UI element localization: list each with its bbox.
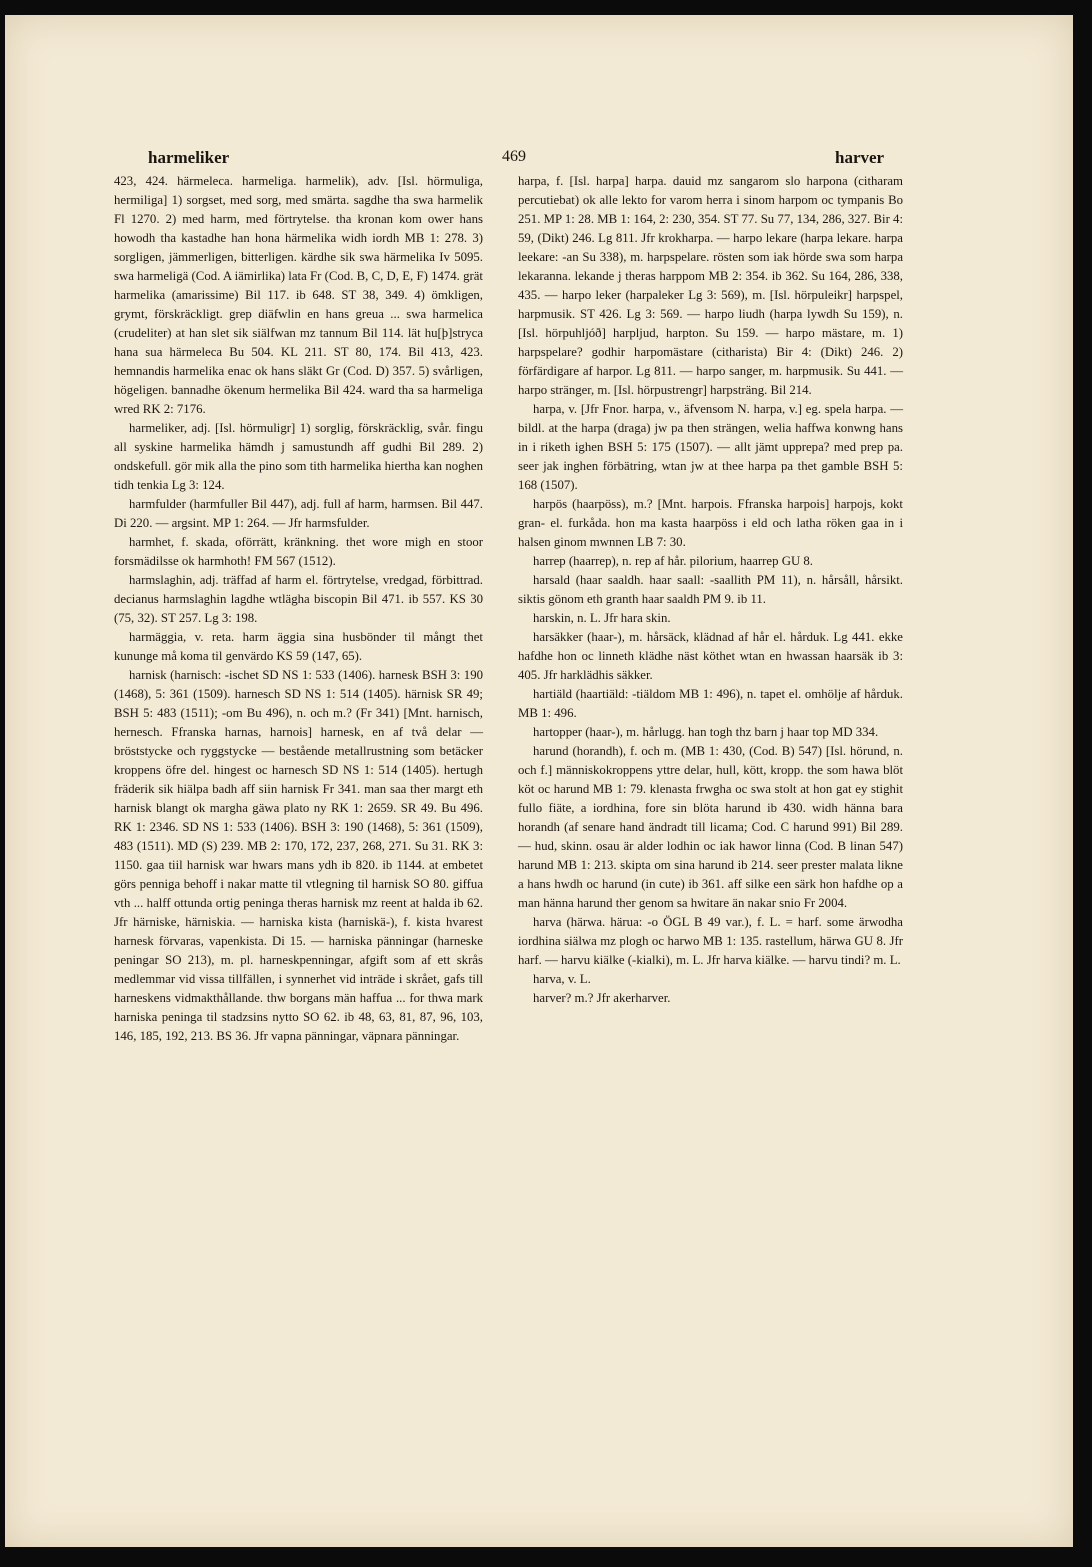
- left-column: [114, 172, 483, 1046]
- entry-harrep: harrep (haarrep), n. rep af hår. pilorium, haarrep GU 8.: [533, 554, 813, 568]
- page-number: 469: [502, 148, 526, 165]
- entry-harmfulder: harmfulder (harmfuller Bil 447), adj. full af harm, harmsen. Bil 447. Di 220. — argsint. MP 1: 264. — Jfr harmsfulder.: [114, 497, 483, 530]
- header-right-guideword: harver: [835, 148, 885, 167]
- entry-harmhet: harmhet, f. skada, oförrätt, kränkning. thet wore migh en stoor forsmädilsse ok harmhoth! FM 567 (1512).: [114, 535, 483, 568]
- entry-harmaggia: harmäggia, v. reta. harm äggia sina husbönder til mångt thet kununge må koma til genvärdo KS 59 (147, 65).: [114, 630, 483, 663]
- entry-harpos: harpös (haarpöss), m.? [Mnt. harpois. Ffranska harpois] harpojs, kokt gran- el. furkåda. hon ma kasta haarpöss i eld och latha röken gaa in i halsen ginom mwnnen LB 7: 30.: [518, 497, 903, 549]
- entry-harpa-noun: harpa, f. [Isl. harpa] harpa. dauid mz sangarom slo harpona (citharam percutiebat) ok alle lekto for varom herra i sinom harpom oc tympanis Bo 251. MP 1: 28. MB 1: 164, 2: 230, 354. ST 77. Su 77, 134, 286, 327. Bir 4: 59, (Dikt) 246. Lg 811. Jfr krokharpa. — harpo lekare (harpa lekare. harpa leekare: -an Su 338), m. harpspelare. rösten som iak hörde swa som harpa lekaranna. lekande j theras harppom MB 2: 354. ib 362. Su 164, 286, 338, 435. — harpo leker (harpaleker Lg 3: 569), m. [Isl. hörpuleikr] harpspel, harpmusik. ST 426. Lg 3: 569. — harpo liudh (harpa lywdh Su 159), n. [Isl. hörpuhljóð] harpljud, harpton. Su 159. — harpo mästare, m. 1) harpspelare? godhir harpomästare (citharista) Bir 4: (Dikt) 246. 2) förfärdigare af harpor. Lg 811. — harpo sanger, m. harpmusik. Su 441. — harpo stränger, m. [Isl. hörpustrengr] harpsträng. Bil 214.: [518, 174, 903, 397]
- entry-harmslaghin: harmslaghin, adj. träffad af harm el. förtrytelse, vredgad, förbittrad. decianus harmslaghin lagdhe wtlägha biscopin Bil 471. ib 557. KS 30 (75, 32). ST 257. Lg 3: 198.: [114, 573, 483, 625]
- entry-harund: harund (horandh), f. och m. (MB 1: 430, (Cod. B) 547) [Isl. hörund, n. och f.] människokroppens yttre delar, hull, kött, kropp. the som hawa blöt köt oc harund MB 1: 79. klenasta frwgha oc swa stolt at hon gat ey stighit fullo fiäte, a iordhina, fore sin blöta harund ib 430. widh hänna bara horandh (af senare hand ändradt till licama; Cod. C harund 991) Bil 289. — hud, skinn. osau är alder lodhin oc iak hawor linna (Cod. B linan 547) harund MB 1: 213. skipta om sina harund ib 214. seer prester malata likne a hans hwdh oc harund (in cute) ib 361. aff silke een särk hon hafdhe op a man hänna harund ther genom sa hwitare än nakar snio Fr 2004.: [518, 744, 903, 910]
- entry-harmeleca-continued: 423, 424. härmeleca. harmeliga. harmelik), adv. [Isl. hörmuliga, hermiliga] 1) sorgset, med sorg, med smärta. sagdhe tha swa harmelik Fl 1270. 2) med harm, med förtrytelse. tha kronan kom ower hans howodh tha kastadhe han hona härmelika widh iordh MB 1: 278. 3) sorgligen, jämmerligen, bitterligen. kärdhe sik swa härmelika Iv 5095. swa harmeligä (Cod. A iämirlika) lata Fr (Cod. B, C, D, E, F) 1474. grät harmelika (amarissime) Bil 117. ib 648. ST 38, 349. 4) ömkligen, grymt, förskräckligt. grep diäfwlin en hans greua ... swa harmelica (crudeliter) at han slet sik siälfwan mz tannum Bil 114. lät hu[þ]stryca hana sua härmeleca Bu 504. KL 211. ST 80, 174. Bil 413, 423. hemnandis harmelika enac ok hans släkt Gr (Cod. D) 357. 5) svårligen, högeligen. bannadhe ökenum hermelika Bil 424. ward tha sa harmeliga wred RK 2: 7176.: [114, 174, 483, 416]
- entry-harnisk: harnisk (harnisch: -ischet SD NS 1: 533 (1406). harnesk BSH 3: 190 (1468), 5: 361 (1509). harnesch SD NS 1: 514 (1405). härnisk SR 49; BSH 5: 483 (1511); -om Bu 496), n. och m.? (Fr 341) [Mnt. harnisch, hernesch. Ffranska harnas, harnois] harnesk, en af två delar — bröststycke och ryggstycke — bestående metallrustning som betäcker kroppens öfre del. hingest oc harnesch SD NS 1: 514 (1405). hertugh fräderik sik hiälpa badh aff siin harnisk Fr 341. man saa ther margt eth harnisk blangt ok margha gäwa plato ny RK 1: 2659. SR 49. Bu 496. RK 1: 2346. SD NS 1: 533 (1406). BSH 3: 190 (1468), 5: 361 (1509), 483 (1511). MD (S) 239. MB 2: 170, 172, 237, 268, 271. Su 31. RK 3: 1150. gaa tiil harnisk war hwars mans ydh ib 820. ib 1144. at embetet görs penniga behoff i nakar matte til vtlegning til harnisk SO 80. giffua vth ... halff ottunda ortig peninga theras harnisk mz reent at halda ib 62. Jfr härniske, härniskia. — harniska kista (harniskä-), f. kista hvarest harnesk förvaras, vapenkista. Di 15. — harniska pänningar (harneske peningar SO 213), m. pl. harneskpenningar, afgift som af ett skrås medlemmar vid vissa tillfällen, i synnerhet vid inträde i skrået, gafs till harneskens vidmakthållande. thw borgans män haffua ... for thwa mark harniska peninga til stadzsins nytto SO 62. ib 48, 63, 81, 87, 96, 103, 146, 185, 192, 213. BS 36. Jfr vapna pänningar, väpnara pänningar.: [114, 668, 483, 1043]
- entry-harva-verb: harva, v. L.: [533, 972, 591, 986]
- entry-harmeliker: harmeliker, adj. [Isl. hörmuligr] 1) sorglig, förskräcklig, svår. fingu all syskine harmelika hämdh j samustundh aff gudhi Bil 289. 2) ondskefull. gör mik alla the pino som tith harmelika hiertha kan noghen tidh tenkia Lg 3: 124.: [114, 421, 483, 492]
- header-left-guideword: harmeliker: [148, 148, 230, 167]
- entry-hartiald: hartiäld (haartiäld: -tiäldom MB 1: 496), n. tapet el. omhölje af hårduk. MB 1: 496.: [518, 687, 903, 720]
- entry-harsald: harsald (haar saaldh. haar saall: -saallith PM 11), n. hårsåll, hårsikt. siktis gönom eth granth haar saaldh PM 9. ib 11.: [518, 573, 903, 606]
- entry-harskin: harskin, n. L. Jfr hara skin.: [533, 611, 671, 625]
- entry-harver: harver? m.? Jfr akerharver.: [533, 991, 671, 1005]
- entry-harsakker: harsäkker (haar-), m. hårsäck, klädnad af hår el. hårduk. Lg 441. ekke hafdhe hon oc linneth klädhe näst köthet wtan en hwassan haarsäk ib 3: 405. Jfr harklädhis säkker.: [518, 630, 903, 682]
- entry-harpa-verb: harpa, v. [Jfr Fnor. harpa, v., äfvensom N. harpa, v.] eg. spela harpa. — bildl. at the harpa (draga) jw pa then strängen, welia haffwa konwng hans in i riketh ighen BSH 5: 175 (1507). — allt jämt upprepa? med prep pa. seer jak inghen förbätring, wtan jw at thee harpa pa thet gamble BSH 5: 168 (1507).: [518, 402, 903, 492]
- right-column: [518, 172, 903, 1008]
- entry-harva-noun: harva (härwa. härua: -o ÖGL B 49 var.), f. L. = harf. some ärwodha iordhina siälwa mz plogh oc harwo MB 1: 135. rastellum, härwa GU 8. Jfr harf. — harvu kiälke (-kialki), m. L. Jfr harva kiälke. — harvu tindi? m. L.: [518, 915, 903, 967]
- entry-hartopper: hartopper (haar-), m. hårlugg. han togh thz barn j haar top MD 334.: [533, 725, 879, 739]
